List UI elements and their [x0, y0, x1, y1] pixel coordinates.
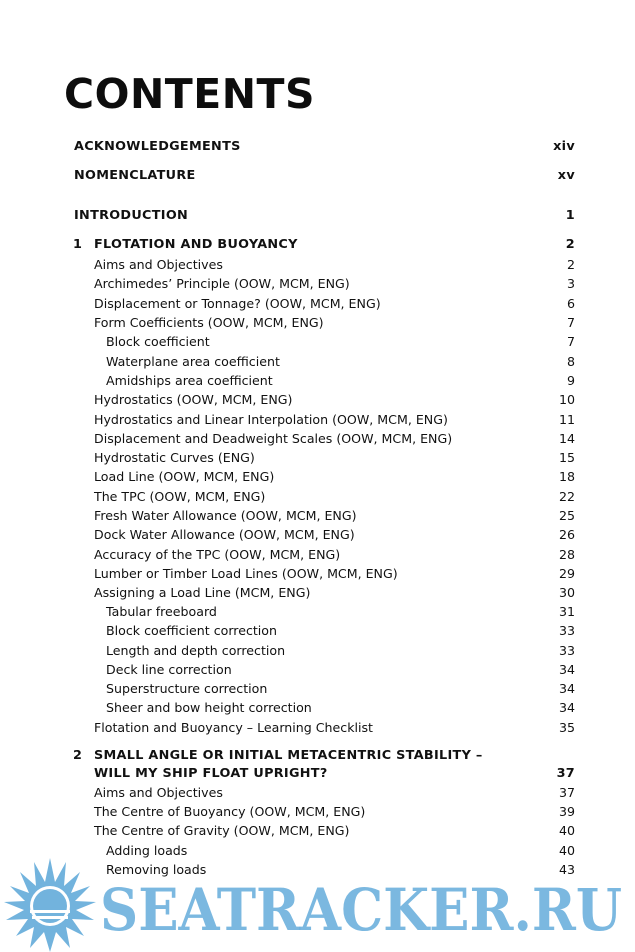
toc-page-number: 25 [558, 508, 575, 523]
toc-entry[interactable] [0, 487, 635, 506]
toc-page-number: 30 [558, 585, 575, 600]
page-title: CONTENTS [64, 70, 316, 118]
toc-entry[interactable] [0, 564, 635, 583]
toc-page-number: 31 [558, 604, 575, 619]
toc-label: Hydrostatic Curves (ENG) [94, 450, 255, 465]
toc-subentry[interactable] [0, 698, 635, 717]
toc-page-number: 7 [566, 315, 575, 330]
toc-entry[interactable] [0, 506, 635, 525]
toc-entry[interactable] [0, 448, 635, 467]
toc-entry[interactable] [0, 274, 635, 293]
toc-entry[interactable] [0, 525, 635, 544]
chapter-number: 2 [73, 748, 83, 763]
toc-label: Deck line correction [106, 662, 232, 677]
toc-chapter-2-heading[interactable] [0, 746, 635, 765]
toc-page-number: 37 [556, 766, 575, 781]
toc-subentry[interactable] [0, 602, 635, 621]
toc-label: ACKNOWLEDGEMENTS [74, 139, 241, 154]
toc-page-number: 43 [558, 862, 575, 877]
toc-page-number: 28 [558, 547, 575, 562]
toc-label: Hydrostatics and Linear Interpolation (OOW, MCM, ENG) [94, 412, 448, 427]
toc-page-number: 14 [558, 431, 575, 446]
toc-page-number: 18 [558, 469, 575, 484]
toc-label: Aims and Objectives [94, 785, 223, 800]
toc-page-number: 8 [566, 354, 575, 369]
toc-entry[interactable] [0, 783, 635, 802]
toc-entry[interactable] [0, 821, 635, 840]
toc-label: The Centre of Gravity (OOW, MCM, ENG) [94, 823, 350, 838]
toc-entry[interactable] [0, 583, 635, 602]
toc-label: Assigning a Load Line (MCM, ENG) [94, 585, 311, 600]
chapter-number: 1 [73, 237, 83, 252]
toc-label: The Centre of Buoyancy (OOW, MCM, ENG) [94, 804, 366, 819]
toc-page-number: 33 [558, 643, 575, 658]
toc-label: Superstructure correction [106, 681, 268, 696]
toc-entry[interactable] [0, 802, 635, 821]
toc-label: Adding loads [106, 843, 188, 858]
watermark [0, 856, 635, 952]
toc-label: Archimedes’ Principle (OOW, MCM, ENG) [94, 276, 350, 291]
toc-page-number: 22 [558, 489, 575, 504]
toc-page-number: 34 [558, 681, 575, 696]
toc-page-number: xv [557, 168, 575, 183]
toc-label: Tabular freeboard [106, 604, 217, 619]
toc-label: Accuracy of the TPC (OOW, MCM, ENG) [94, 547, 341, 562]
toc-entry[interactable] [0, 718, 635, 737]
toc-entry-nomenclature[interactable] [0, 166, 635, 185]
toc-page-number: 11 [558, 412, 575, 427]
toc-entry-acknowledgements[interactable] [0, 137, 635, 156]
toc-subentry[interactable] [0, 352, 635, 371]
toc-label: Displacement or Tonnage? (OOW, MCM, ENG) [94, 296, 381, 311]
toc-page-number: 3 [566, 276, 575, 291]
toc-entry[interactable] [0, 390, 635, 409]
toc-page-number: 10 [558, 392, 575, 407]
toc-page-number: 9 [566, 373, 575, 388]
toc-page-number: 40 [558, 843, 575, 858]
toc-label: The TPC (OOW, MCM, ENG) [94, 489, 266, 504]
chapter-title-line-1: SMALL ANGLE OR INITIAL METACENTRIC STABILITY – [94, 748, 483, 763]
toc-subentry[interactable] [0, 332, 635, 351]
toc-chapter-1-heading[interactable] [0, 235, 635, 254]
toc-entry[interactable] [0, 429, 635, 448]
watermark-text: SEATRACKER.RU [100, 876, 622, 944]
toc-page-number: 7 [566, 334, 575, 349]
sun-icon [4, 858, 96, 952]
toc-label: Length and depth correction [106, 643, 286, 658]
toc-page-number: 33 [558, 623, 575, 638]
toc-label: Displacement and Deadweight Scales (OOW, MCM, ENG) [94, 431, 453, 446]
toc-chapter-2-heading-cont[interactable] [0, 764, 635, 783]
toc-label: Aims and Objectives [94, 257, 223, 272]
toc-subentry[interactable] [0, 641, 635, 660]
toc-entry[interactable] [0, 410, 635, 429]
toc-page-number: 2 [565, 237, 575, 252]
toc-label: Hydrostatics (OOW, MCM, ENG) [94, 392, 293, 407]
toc-page-number: 34 [558, 662, 575, 677]
toc-entry[interactable] [0, 294, 635, 313]
toc-page-number: 2 [566, 257, 575, 272]
toc-page-number: 26 [558, 527, 575, 542]
toc-entry[interactable] [0, 545, 635, 564]
toc-label: Load Line (OOW, MCM, ENG) [94, 469, 275, 484]
toc-page-number: 40 [558, 823, 575, 838]
toc-page-number: xiv [553, 139, 575, 154]
toc-page-number: 34 [558, 700, 575, 715]
toc-entry-introduction[interactable] [0, 206, 635, 225]
toc-entry[interactable] [0, 313, 635, 332]
toc-label: Form Coefficients (OOW, MCM, ENG) [94, 315, 324, 330]
toc-label: Lumber or Timber Load Lines (OOW, MCM, ENG) [94, 566, 398, 581]
toc-label: Fresh Water Allowance (OOW, MCM, ENG) [94, 508, 357, 523]
toc-label: Waterplane area coefficient [106, 354, 280, 369]
toc-page-number: 39 [558, 804, 575, 819]
toc-subentry[interactable] [0, 679, 635, 698]
toc-page-number: 37 [558, 785, 575, 800]
toc-page-number: 6 [566, 296, 575, 311]
toc-label: Block coefficient [106, 334, 210, 349]
toc-page-number: 15 [558, 450, 575, 465]
toc-label: Dock Water Allowance (OOW, MCM, ENG) [94, 527, 355, 542]
toc-subentry[interactable] [0, 371, 635, 390]
toc-page-number: 1 [565, 208, 575, 223]
toc-label: Sheer and bow height correction [106, 700, 312, 715]
toc-page-number: 35 [558, 720, 575, 735]
toc-label: NOMENCLATURE [74, 168, 196, 183]
toc-label: Block coefficient correction [106, 623, 277, 638]
toc-subentry[interactable] [0, 621, 635, 640]
toc-label: Flotation and Buoyancy – Learning Checklist [94, 720, 373, 735]
toc-page-number: 29 [558, 566, 575, 581]
chapter-title: FLOTATION AND BUOYANCY [94, 237, 298, 252]
toc-label: Removing loads [106, 862, 207, 877]
toc-entry[interactable] [0, 255, 635, 274]
toc-subentry[interactable] [0, 660, 635, 679]
toc-label: Amidships area coefficient [106, 373, 273, 388]
chapter-title-line-2: WILL MY SHIP FLOAT UPRIGHT? [94, 766, 328, 781]
toc-label: INTRODUCTION [74, 208, 189, 223]
toc-entry[interactable] [0, 467, 635, 486]
